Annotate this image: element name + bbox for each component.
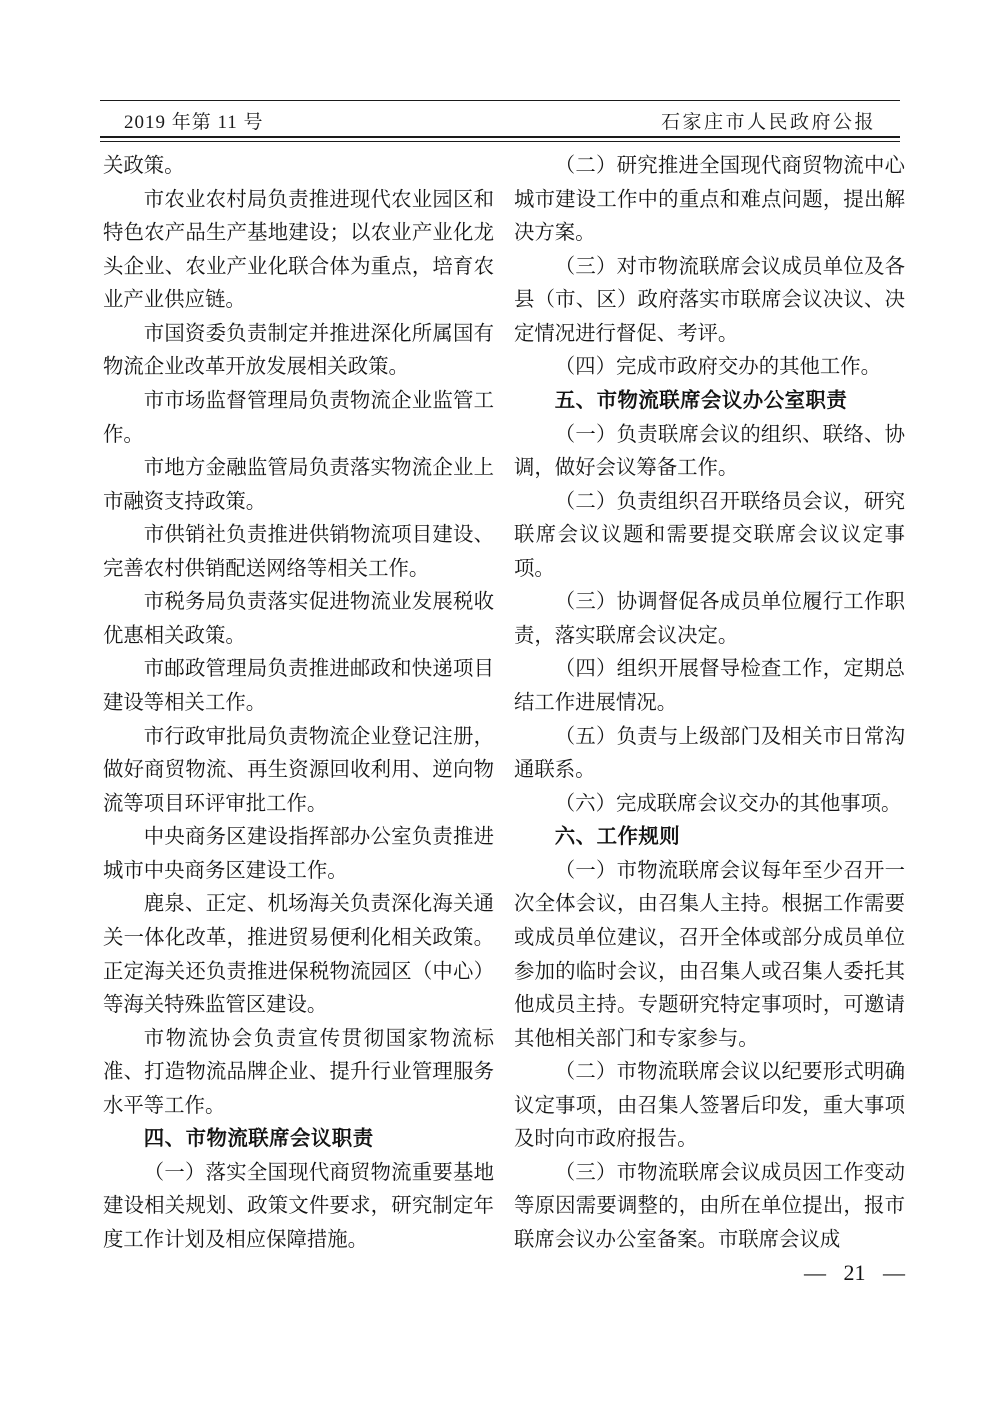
page-number: — 21 —	[804, 1260, 905, 1285]
body-paragraph: 中央商务区建设指挥部办公室负责推进城市中央商务区建设工作。	[103, 826, 494, 882]
body-paragraph: （五）负责与上级部门及相关市日常沟通联系。	[514, 725, 905, 782]
body-paragraph: （六）完成联席会议交办的其他事项。	[554, 792, 902, 815]
body-paragraph: 市邮政管理局负责推进邮政和快递项目建设等相关工作。	[103, 658, 494, 714]
body-paragraph: 市地方金融监管局负责落实物流企业上市融资支持政策。	[103, 457, 494, 513]
issue-number: 2019 年第 11 号	[124, 111, 264, 133]
body-paragraph: （二）研究推进全国现代商贸物流中心城市建设工作中的重点和难点问题，提出解决方案。	[514, 155, 905, 245]
body-paragraph: （三）市物流联席会议成员因工作变动等原因需要调整的，由所在单位提出，报市联席会议办公室备案。市联席会议成	[514, 1161, 905, 1251]
section-heading: 五、市物流联席会议办公室职责	[554, 389, 848, 412]
body-paragraph: 市物流协会负责宣传贯彻国家物流标准、打造物流品牌企业、提升行业管理服务水平等工作。	[103, 1027, 494, 1117]
header-rule-bottom	[100, 136, 900, 142]
publication-title: 石家庄市人民政府公报	[660, 111, 876, 133]
header-rule-top	[100, 100, 900, 101]
section-heading: 四、市物流联席会议职责	[143, 1128, 374, 1151]
body-paragraph: （四）完成市政府交办的其他工作。	[554, 356, 882, 379]
body-paragraph: （四）组织开展督导检查工作，定期总结工作进展情况。	[514, 658, 905, 714]
left-column	[103, 150, 494, 1260]
body-paragraph: （一）负责联席会议的组织、联络、协调，做好会议筹备工作。	[514, 423, 905, 480]
body-paragraph: 市税务局负责落实促进物流业发展税收优惠相关政策。	[103, 591, 494, 647]
body-paragraph: （二）市物流联席会议以纪要形式明确议定事项，由召集人签署后印发，重大事项及时向市政府报告。	[514, 1061, 905, 1151]
body-paragraph: （一）市物流联席会议每年至少召开一次全体会议，由召集人主持。根据工作需要或成员单位建议，召开全体或部分成员单位参加的临时会议，由召集人或召集人委托其他成员主持。专题研究特定事项时，可邀请其他相关部门和专家参与。	[514, 859, 905, 1050]
section-heading: 六、工作规则	[554, 826, 681, 849]
body-paragraph: （三）对市物流联席会议成员单位及各县（市、区）政府落实市联席会议决议、决定情况进行督促、考评。	[514, 255, 905, 345]
body-paragraph: （二）负责组织召开联络员会议，研究联席会议议题和需要提交联席会议议定事项。	[514, 490, 905, 580]
body-paragraph: 市国资委负责制定并推进深化所属国有物流企业改革开放发展相关政策。	[103, 322, 494, 379]
body-paragraph: （三）协调督促各成员单位履行工作职责，落实联席会议决定。	[514, 591, 905, 647]
right-column	[514, 150, 905, 1260]
body-paragraph: 市市场监督管理局负责物流企业监管工作。	[103, 389, 494, 446]
body-paragraph: 市供销社负责推进供销物流项目建设、完善农村供销配送网络等相关工作。	[103, 524, 494, 580]
body-paragraph: 市农业农村局负责推进现代农业园区和特色农产品生产基地建设；以农业产业化龙头企业、农业产业化联合体为重点，培育农业产业供应链。	[103, 188, 494, 312]
page-header	[100, 103, 900, 137]
body-paragraph: 关政策。	[103, 155, 185, 177]
body-paragraph: （一）落实全国现代商贸物流重要基地建设相关规划、政策文件要求，研究制定年度工作计划及相应保障措施。	[103, 1161, 494, 1251]
body-paragraph: 市行政审批局负责物流企业登记注册，做好商贸物流、再生资源回收利用、逆向物流等项目环评审批工作。	[103, 725, 494, 815]
body-paragraph: 鹿泉、正定、机场海关负责深化海关通关一体化改革，推进贸易便利化相关政策。正定海关还负责推进保税物流园区（中心）等海关特殊监管区建设。	[103, 893, 494, 1017]
